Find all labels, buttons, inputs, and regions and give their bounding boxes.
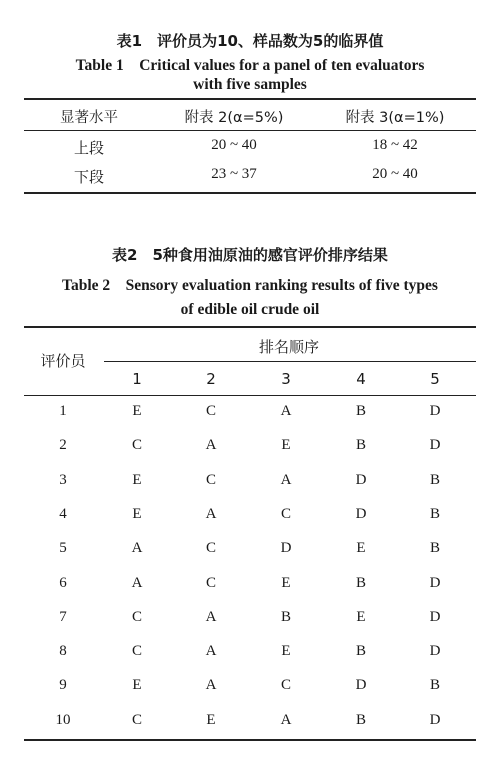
table2-evaluator-number: 8 bbox=[59, 643, 67, 659]
table2-rank-cell: B bbox=[355, 712, 366, 728]
table1-caption-cn: 表1 评价员为10、样品数为5的临界值 bbox=[116, 32, 384, 50]
table1-cell: 20 ~ 40 bbox=[372, 166, 418, 182]
table2-rank-cell: B bbox=[280, 609, 291, 625]
table2-evaluator-number: 3 bbox=[59, 472, 67, 488]
table2-rank-cell: E bbox=[132, 472, 142, 488]
table2-rank-cell: E bbox=[132, 403, 142, 419]
table2-rank-cell: C bbox=[131, 609, 142, 625]
table2-rank-cell: D bbox=[355, 472, 367, 488]
table2-rank-cell: B bbox=[355, 575, 366, 591]
table2-header-rank-order: 排名顺序 bbox=[258, 338, 319, 356]
table1-cell: 23 ~ 37 bbox=[211, 166, 257, 182]
table2-rank-col-2: 2 bbox=[206, 370, 216, 388]
table2-rank-cell: B bbox=[429, 472, 440, 488]
table1-header-appendix2: 附表 2(α=5%) bbox=[184, 110, 284, 126]
table2-rank-cell: A bbox=[280, 403, 292, 419]
table2-rank-cell: D bbox=[355, 506, 367, 522]
table2-caption-cn: 表2 5种食用油原油的感官评价排序结果 bbox=[112, 246, 388, 264]
table2-rank-cell: D bbox=[429, 437, 441, 453]
table2-rank-cell: E bbox=[281, 643, 291, 659]
table2-rank-cell: B bbox=[429, 540, 440, 556]
table2-evaluator-number: 10 bbox=[55, 712, 71, 728]
table2-rank-col-3: 3 bbox=[281, 370, 291, 388]
table1-row-label: 下段 bbox=[73, 168, 104, 186]
table2-evaluator-number: 5 bbox=[59, 540, 67, 556]
table2-rank-cell: B bbox=[429, 506, 440, 522]
table1-cell: 20 ~ 40 bbox=[211, 137, 257, 153]
table1-caption-en-line1: Table 1 Critical values for a panel of ten evaluators bbox=[75, 57, 425, 74]
table2-rank-cell: C bbox=[280, 506, 291, 522]
table1-header-appendix3: 附表 3(α=1%) bbox=[345, 110, 445, 126]
table2-rank-cell: C bbox=[280, 677, 291, 693]
table2-rank-cell: D bbox=[429, 643, 441, 659]
table2-top-rule bbox=[24, 326, 476, 328]
table2-rank-cell: E bbox=[356, 540, 366, 556]
table2-rank-col-5: 5 bbox=[430, 370, 440, 388]
table2-rank-cell: C bbox=[205, 540, 216, 556]
table2-rank-cell: C bbox=[131, 643, 142, 659]
table2-rank-cell: B bbox=[355, 643, 366, 659]
table2-header-rule bbox=[24, 395, 476, 396]
table2-rank-col-1: 1 bbox=[132, 370, 142, 388]
table2-rank-cell: E bbox=[356, 609, 366, 625]
table1-cell: 18 ~ 42 bbox=[372, 137, 418, 153]
table2-rank-cell: C bbox=[205, 575, 216, 591]
table2-rank-cell: B bbox=[429, 677, 440, 693]
table2-rank-cell: B bbox=[355, 403, 366, 419]
table2-bottom-rule bbox=[24, 739, 476, 741]
table2-rank-cell: A bbox=[280, 472, 292, 488]
table2-evaluator-number: 1 bbox=[59, 403, 67, 419]
table2-rank-cell: E bbox=[281, 575, 291, 591]
table2-rank-cell: C bbox=[131, 437, 142, 453]
table2-rank-cell: C bbox=[131, 712, 142, 728]
table2-rank-cell: A bbox=[205, 677, 217, 693]
table2-rank-cell: A bbox=[131, 575, 143, 591]
table2-rank-cell: E bbox=[281, 437, 291, 453]
table2-rank-cell: A bbox=[280, 712, 292, 728]
table2-rank-cell: A bbox=[205, 643, 217, 659]
table2-rank-cell: C bbox=[205, 403, 216, 419]
table2-rank-cell: A bbox=[131, 540, 143, 556]
table2-caption-en-line2: of edible oil crude oil bbox=[180, 301, 320, 318]
table2-rank-cell: D bbox=[429, 712, 441, 728]
table2-rank-cell: D bbox=[429, 609, 441, 625]
table2-rank-cell: A bbox=[205, 506, 217, 522]
table2-evaluator-number: 9 bbox=[59, 677, 67, 693]
table2-rank-cell: E bbox=[132, 677, 142, 693]
table2-rank-subheader-rule bbox=[104, 361, 476, 362]
table2-evaluator-number: 6 bbox=[59, 575, 67, 591]
table2-rank-cell: D bbox=[280, 540, 292, 556]
table2-rank-cell: D bbox=[429, 575, 441, 591]
table1-header-significance: 显著水平 bbox=[60, 110, 118, 126]
table2-rank-cell: E bbox=[206, 712, 216, 728]
table2-rank-cell: C bbox=[205, 472, 216, 488]
table2-rank-col-4: 4 bbox=[356, 370, 366, 388]
table2-rank-cell: D bbox=[355, 677, 367, 693]
table2-evaluator-number: 7 bbox=[59, 609, 67, 625]
table1-row-label: 上段 bbox=[73, 139, 104, 157]
table2-header-evaluator: 评价员 bbox=[40, 352, 86, 370]
table2-evaluator-number: 2 bbox=[59, 437, 67, 453]
table2-rank-cell: E bbox=[132, 506, 142, 522]
table2-evaluator-number: 4 bbox=[59, 506, 67, 522]
table2-rank-cell: A bbox=[205, 437, 217, 453]
table1-caption-en-line2: with five samples bbox=[193, 76, 307, 93]
table2-rank-cell: D bbox=[429, 403, 441, 419]
table2-rank-cell: A bbox=[205, 609, 217, 625]
table2-rank-cell: B bbox=[355, 437, 366, 453]
table2-caption-en-line1: Table 2 Sensory evaluation ranking results of five types bbox=[62, 277, 438, 294]
